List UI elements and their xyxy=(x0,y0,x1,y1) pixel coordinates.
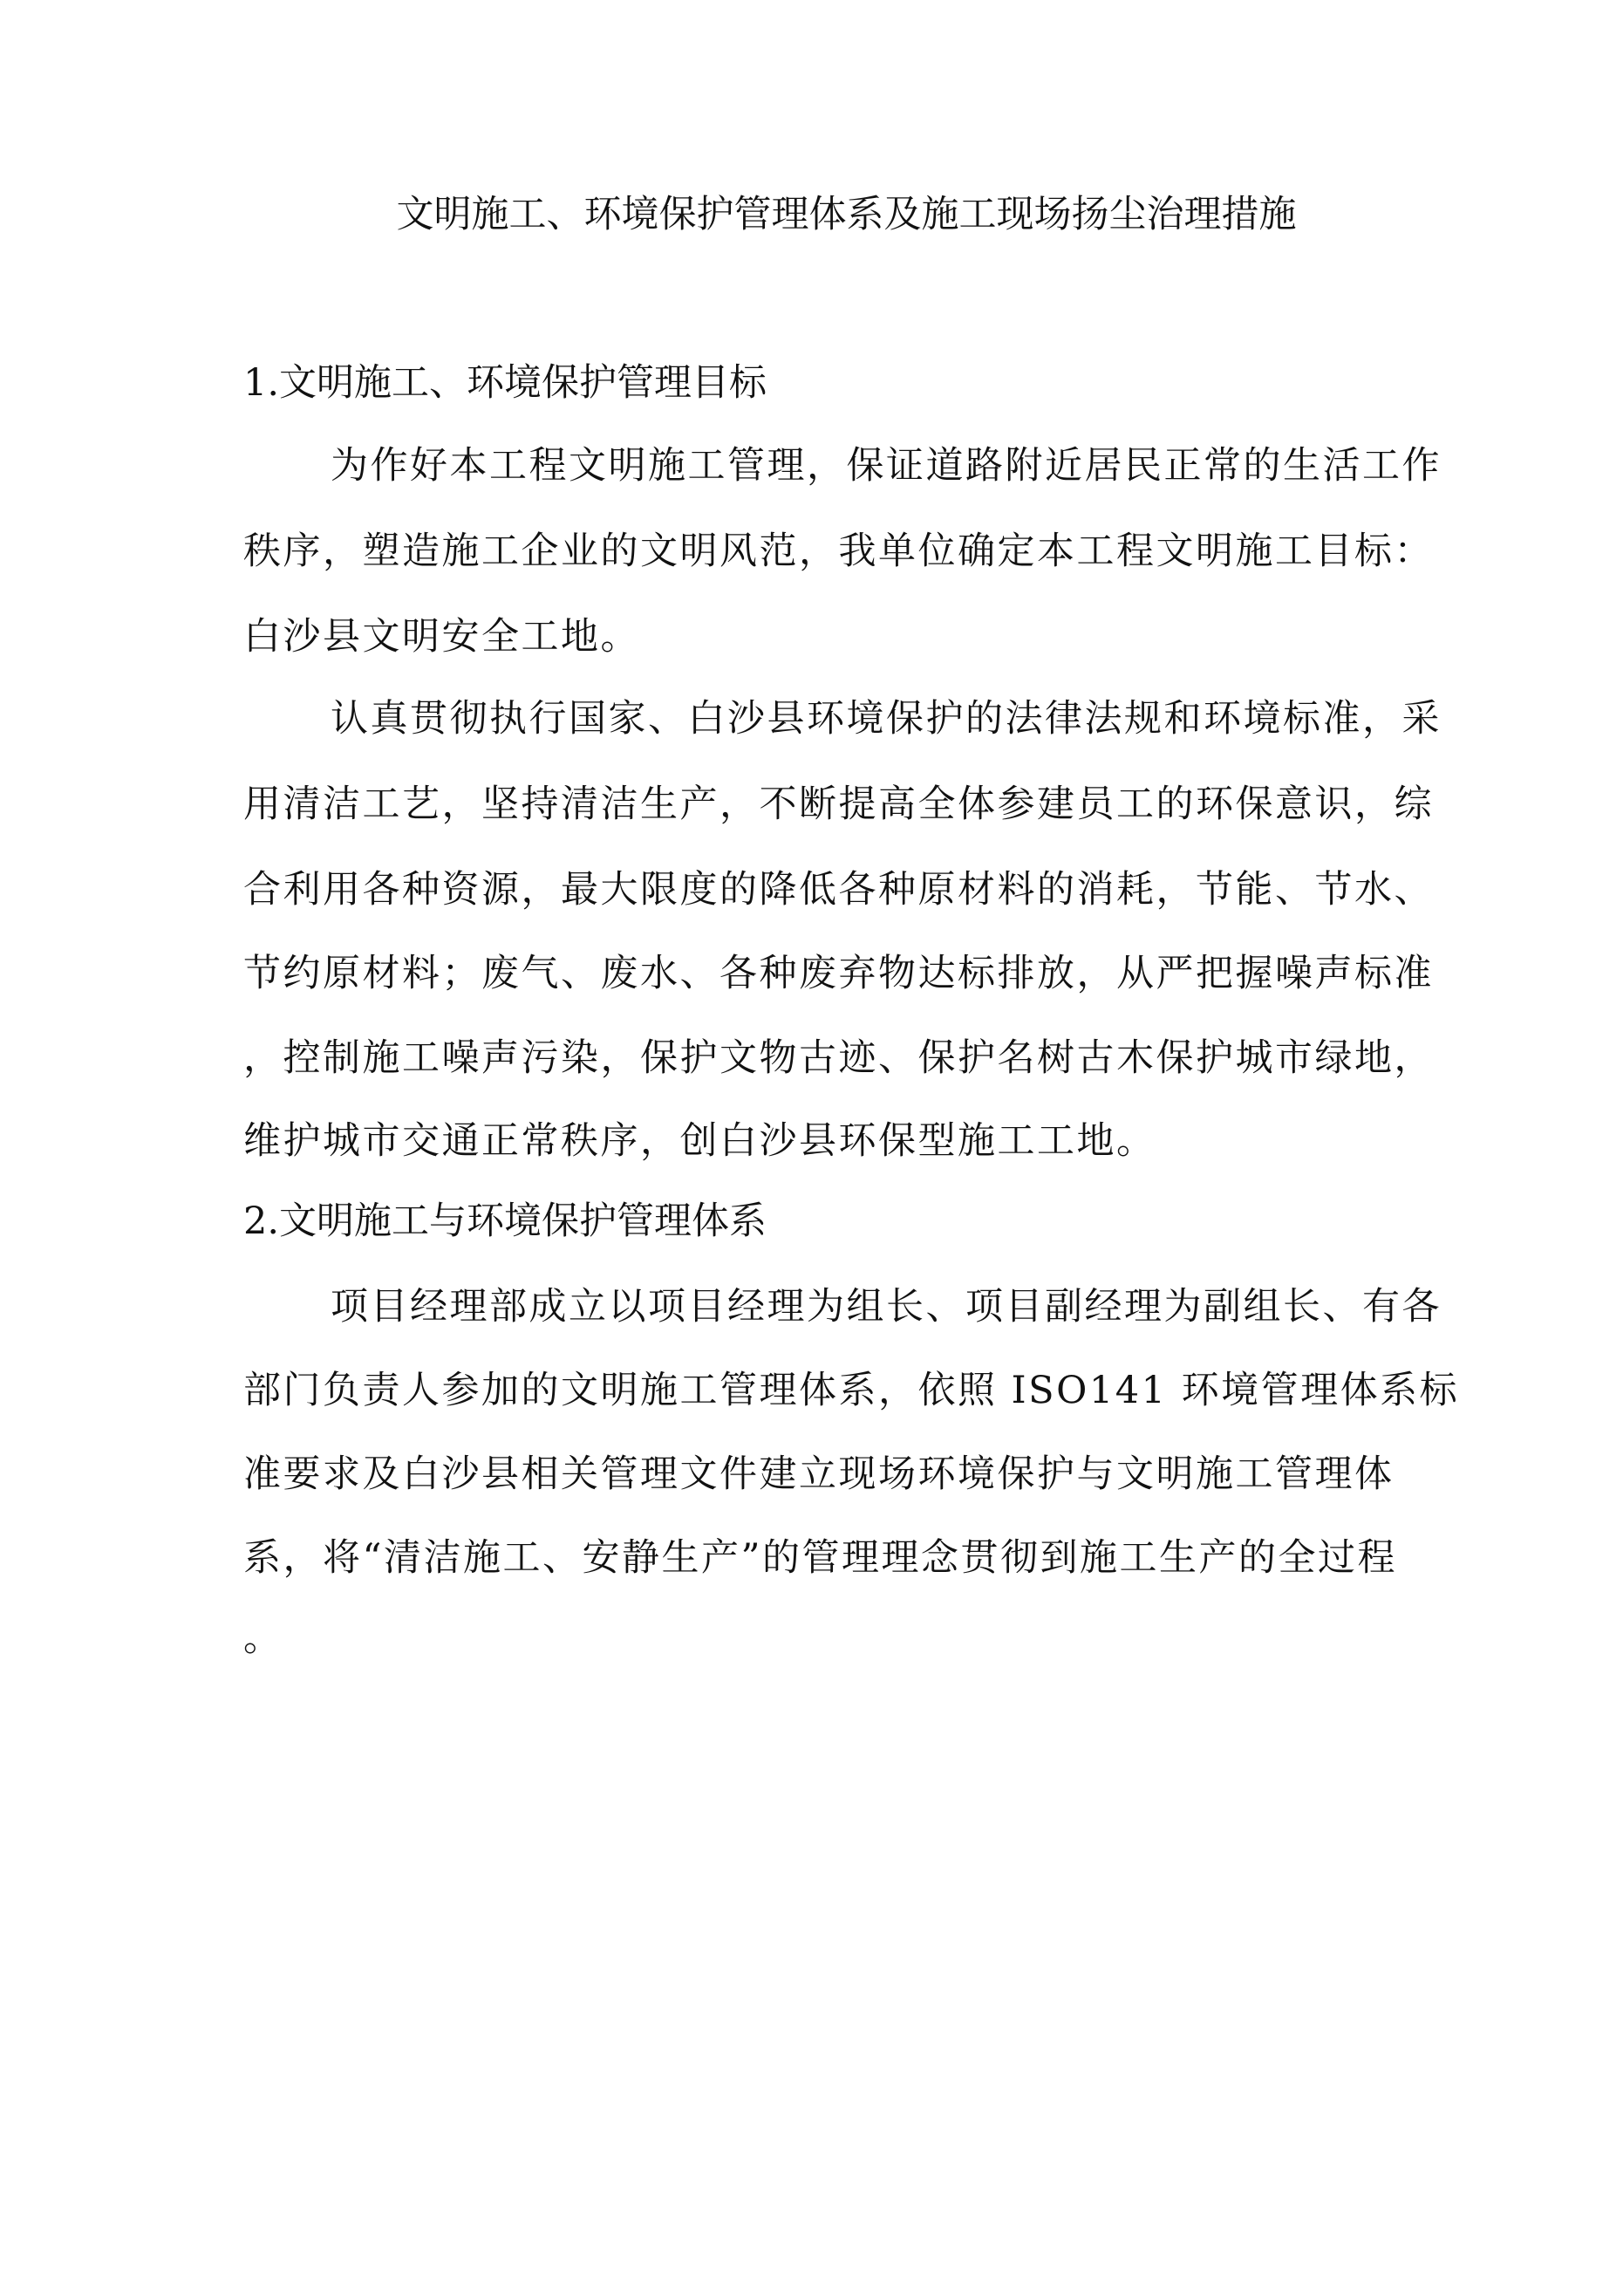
paragraph-line: 用清洁工艺，坚持清洁生产，不断提高全体参建员工的环保意识，综 xyxy=(243,782,1434,826)
paragraph-line: 合利用各种资源，最大限度的降低各种原材料的消耗，节能、节水、 xyxy=(243,868,1434,912)
paragraph-line: 秩序，塑造施工企业的文明风范，我单位确定本工程文明施工目标： xyxy=(243,530,1434,573)
paragraph-line: 部门负责人参加的文明施工管理体系，依照 ISO141 环境管理体系标 xyxy=(243,1369,1460,1412)
paragraph-line: 白沙县文明安全工地。 xyxy=(243,615,640,659)
paragraph-line: 节约原材料；废气、废水、各种废弃物达标排放，从严把握噪声标准 xyxy=(243,952,1434,995)
paragraph-line: 维护城市交通正常秩序，创白沙县环保型施工工地。 xyxy=(243,1119,1156,1163)
section-heading-1: 1.文明施工、环境保护管理目标 xyxy=(243,361,767,405)
paragraph-line: 。 xyxy=(243,1616,283,1660)
paragraph-line: 准要求及白沙县相关管理文件建立现场环境保护与文明施工管理体 xyxy=(243,1452,1395,1496)
paragraph-line: 项目经理部成立以项目经理为组长、项目副经理为副组长、有各 xyxy=(331,1285,1442,1329)
section-heading-2: 2.文明施工与环境保护管理体系 xyxy=(243,1199,767,1243)
paragraph-line: 系，将“清洁施工、安静生产”的管理理念贯彻到施工生产的全过程 xyxy=(243,1536,1397,1580)
paragraph-line: 认真贯彻执行国家、白沙县环境保护的法律法规和环境标准，采 xyxy=(331,697,1442,741)
document-title: 文明施工、环境保护管理体系及施工现场扬尘治理措施 xyxy=(396,193,1297,236)
paragraph-line: ，控制施工噪声污染，保护文物古迹、保护名树古木保护城市绿地， xyxy=(243,1036,1434,1080)
paragraph-line: 为作好本工程文明施工管理，保证道路附近居民正常的生活工作 xyxy=(331,444,1442,488)
